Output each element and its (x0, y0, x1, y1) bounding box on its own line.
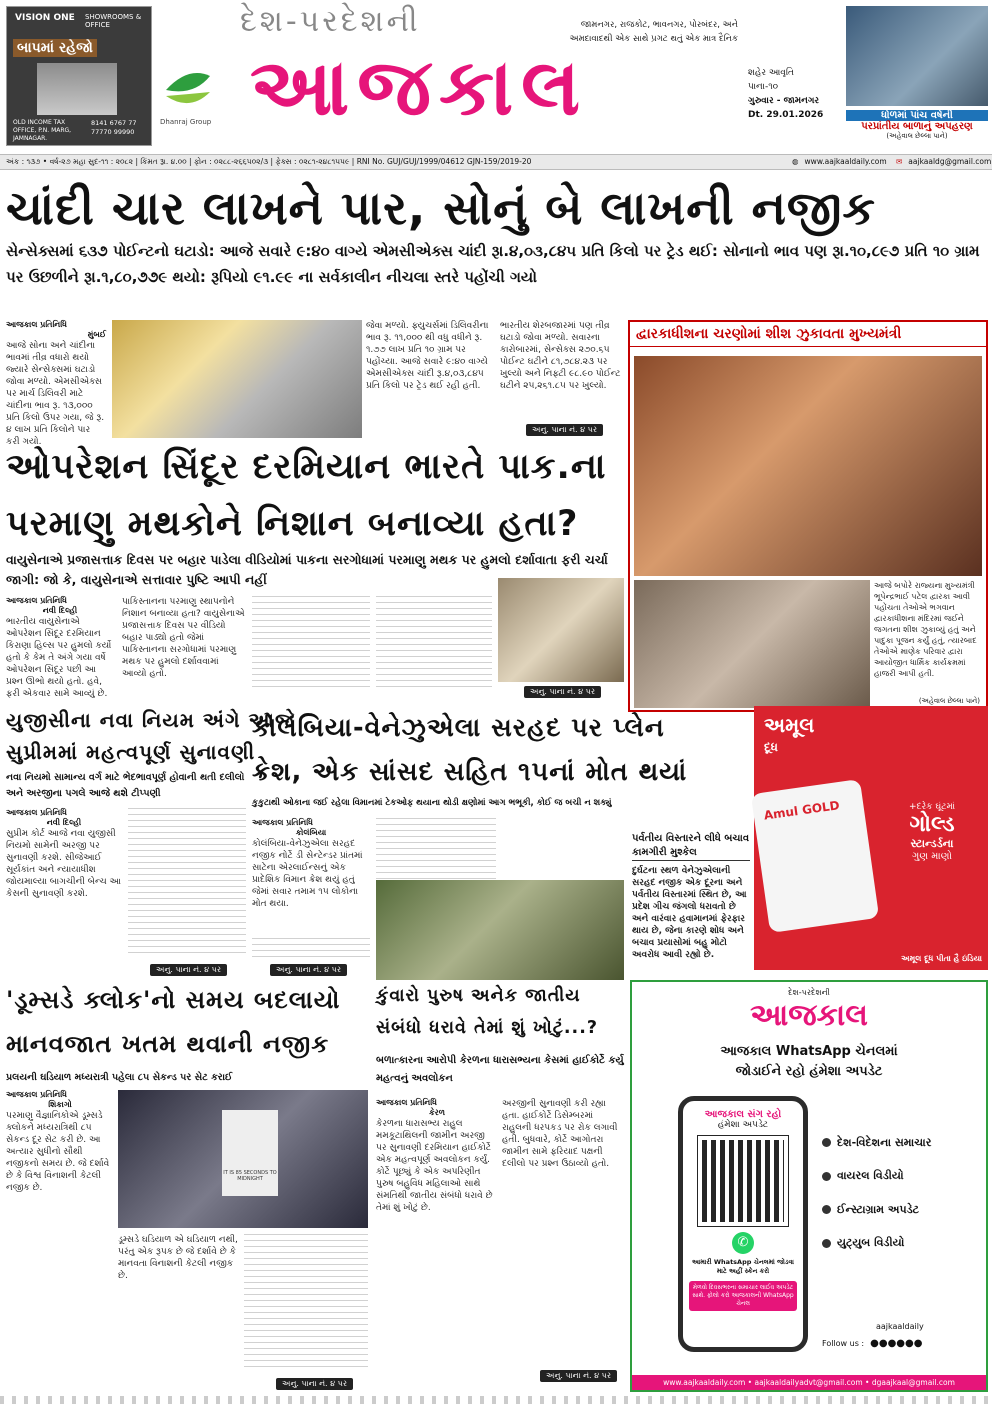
story3-col2 (128, 808, 246, 958)
lead-headline: ચાંદી ચાર લાખને પાર, સોનું બે લાખની નજીક (6, 181, 876, 235)
lead-col4: ભારતીય શેરબજારમાં પણ તીવ્ર ઘટાડો જોવા મળ્યો. સવારના કારોબારમાં, સેન્સેક્સ ૨૭૦.૬૫ પોઈન્ટ ઘટીને ૮૧,૭૮૪.૨૩ પર ખુલ્યો અને નિફ્ટી ૯૮.૯૦ પોઈન્ટ ઘટીને ૨૫,૨૬૧.૮૫ પર ખુલ્યો. (500, 321, 621, 391)
social-icons: ●●●●●● (870, 1338, 923, 1349)
masthead-issue: શહેર આવૃતિ પાના-૧૦ ગુરુવાર - જામનગર Dt. 29.01.2026 (748, 68, 824, 120)
info-bar (0, 154, 992, 170)
story4-continued[interactable]: અનુ. પાના નં. ૪ પર (270, 964, 347, 976)
masthead-editions: જામનગર, રાજકોટ, ભાવનગર, પોરબંદર, અને અમદાવાદથી એક સાથે પ્રગટ થતું એક માત્ર દૈનિક (569, 20, 738, 44)
qr-code[interactable] (698, 1136, 788, 1226)
lead-col3: જેવા મળ્યો. ફ્યુચર્સમાં ડિલિવરીના ભાવ રૂ. ૧૧,૦૦૦ થી વધુ વધીને રૂ. ૧.૭૭ લાખ પ્રતિ ૧૦ ગ્રામ પર પહોંચ્યા. આજે સવારે ૯:૪૦ વાગ્યે એમસીએક્સ ચાંદી રૂ.૪,૦૩,૮૪૫ પ્રતિ કિલો પર ટ્રેડ થઈ રહી હતી. (366, 321, 489, 391)
top-right-caption1: ધોળમાં પાંચ વર્ષની (846, 110, 988, 121)
bullet-icon (822, 1138, 831, 1147)
story4-col3 (252, 938, 370, 962)
website-link[interactable]: ◍ www.aajkaaldaily.com (792, 157, 887, 166)
cm-photo-main (634, 356, 982, 576)
cm-photo-small (634, 580, 870, 708)
leaf-icon (160, 66, 216, 114)
story2-col3 (252, 596, 370, 692)
story3-headline2: સુપ્રીમમાં મહત્વપૂર્ણ સુનાવણી (6, 740, 256, 764)
sponsor-logo (160, 66, 216, 126)
story3-headline1: યુજીસીના નવા નિયમ અંગે આજે (6, 708, 295, 732)
left-ad-phone: 8141 6767 77 77770 99990 (91, 119, 137, 136)
wa-line1: આજકાલ WhatsApp ચેનલમાં (720, 1044, 898, 1059)
story6-col1: આજકાલ પ્રતિનિધિ કેરળ કેરળના ધારાસભ્ય રાહુલ મમકૂટાથિલની જામીન અરજી પર સુનાવણી દરમિયાન હાઈકોર્ટે એક મહત્વપૂર્ણ અવલોકન કર્યું. કોર્ટે પૂછ્યું કે એક અપરિણીત પુરુષ બહુવિધ મહિલાઓ સાથે સંમતિથી જાતીય સંબંધો ધરાવે છે તેમાં શું ખોટું છે. (376, 1098, 493, 1213)
story4-side-body: દુર્ઘટના સ્થળ વેનેઝુએલાની સરહદ નજીક એક દૂરના અને પર્વતીય વિસ્તારમાં સ્થિત છે, આ પ્રદેશ ગીચ જંગલો ધરાવતો છે અને વારંવાર હવામાનમાં ફેરફાર થાય છે, જેના કારણે શોધ અને બચાવ પ્રયાસોમાં બહુ મોટો અવરોધ આવી રહ્યો છે. (632, 866, 747, 960)
story2-headline1: ઓપરેશન સિંદૂર દરમિયાન ભારતે પાક.ના (6, 447, 607, 487)
story4-deck: કુકુટાથી ઓકાના જઈ રહેલા વિમાનમાં ટેકઓફ થયાના થોડી ક્ષણોમાં આગ ભભૂકી, કોઈ જ બચી ન શક્યું (252, 798, 612, 808)
wa-item: યુટ્યુબ વિડીયો (822, 1236, 904, 1250)
story6-col2: અરજીની સુનાવણી કરી રહ્યા હતા. હાઈકોર્ટે ડિસેમ્બરમાં રાહુલની ધરપકડ પર રોક લગાવી હતી. બુધવારે, કોર્ટે આગોતરા જામીન સામે ફરિયાદ પક્ષની દલીલો પર પ્રશ્ન ઉઠાવ્યો હતો. (502, 1099, 618, 1169)
story5-deck: પ્રલયની ઘડિયાળ મધ્યરાત્રી પહેલા ૮૫ સેકન્ડ પર સેટ કરાઈ (6, 1072, 233, 1083)
left-ad-address: OLD INCOME TAX OFFICE, P.N. MARG, JAMNAGAR. (13, 119, 72, 142)
wa-handle: aajkaaldaily (876, 1322, 924, 1331)
registration-marks (0, 1396, 992, 1404)
wa-phone-button[interactable]: મેળવો દિવસભરના સમાચાર લાઈવ અપડેટ સાથે. ફોલો કરો આજકાલની WhatsApp ચેનલ (689, 1281, 797, 1311)
story3-continued[interactable]: અનુ. પાના નં. ૪ પર (150, 964, 227, 976)
mail-icon: ✉ (896, 157, 903, 166)
story5-col1: આજકાલ પ્રતિનિધિ શિકાગો પરમાણુ વૈજ્ઞાનિકોએ ડૂમ્સડે ક્લોકને મધ્યરાત્રિથી ૮૫ સેકન્ડ દૂર સેટ કરી છે. આ અત્યાર સુધીનો સૌથી નજીકનો સમય છે. જે દર્શાવે છે કે વિશ્વ વિનાશની કેટલી નજીક છે. (6, 1090, 110, 1193)
story6-headline2: સંબંધો ધરાવે તેમાં શું ખોટું...? (376, 1018, 598, 1038)
masthead-tagline: દેશ-પરદેશની (240, 4, 421, 39)
bullet-icon (822, 1172, 831, 1181)
lead-col1: આજકાલ પ્રતિનિધિ મુંબઈ આજે સોના અને ચાંદીના ભાવમાં તીવ્ર વધારો થયો જ્યારે સેન્સેક્સમાં ઘટાડો જોવા મળ્યો. એમસીએક્સ પર માર્ચ ડિલિવરી માટે ચાંદીના ભાવ રૂ. ૧૩,૦૦૦ પ્રતિ કિલો ઉપર ગયા, જે રૂ. ૪ લાખ પ્રતિ કિલોને પાર કરી ગયો. (6, 320, 106, 447)
wa-footer[interactable]: www.aajkaaldaily.com • aajkaaldailyadvt@gmail.com • dgaajkaal@gmail.com (632, 1375, 986, 1390)
story4-headline2: ક્રેશ, એક સાંસદ સહિત ૧૫નાં મોત થયાં (252, 757, 688, 787)
story2-continued[interactable]: અનુ. પાના નં. ૪ પર (524, 686, 601, 698)
story2-headline2: પરમાણુ મથકોને નિશાન બનાવ્યા હતા? (6, 504, 579, 544)
left-ad-headline: બાપમાં રહેજો (13, 39, 97, 57)
gold-bars-photo (112, 320, 362, 438)
story2-col2: પાકિસ્તાનના પરમાણુ સ્થાપનોને નિશાન બનાવ્યા હતા? વાયુસેનાએ પ્રજાસત્તાક દિવસ પર વીડિયો બહાર પાડ્યો હતો જેમાં પાકિસ્તાનના સરગોધામાં પરમાણુ મથક પર હુમલો દર્શાવવામાં આવ્યો હતો. (122, 597, 245, 679)
story4-side (632, 832, 750, 993)
story3-deck: નવા નિયમો સામાન્ય વર્ગ માટે ભેદભાવપૂર્ણ હોવાની થતી દલીલો અને અરજીના પગલે આજે થશે ટીપ્પણી (6, 772, 245, 799)
wa-tagline: દેશ-પરદેશની (788, 988, 830, 997)
left-ad[interactable] (6, 6, 152, 146)
story4-headline1: કોલંબિયા-વેનેઝુએલા સરહદ પર પ્લેન (252, 713, 665, 743)
lead-deck: સેન્સેક્સમાં ૬૩૭ પોઈન્ટનો ઘટાડો: આજે સવારે ૯:૪૦ વાગ્યે એમસીએક્સ ચાંદી રૂા.૪,૦૩,૮૪૫ પ્રતિ કિલો પર ટ્રેડ થઈ: સોનાનો ભાવ પણ રૂા.૧૦,૮૯૭ પ્રતિ ૧૦ ગ્રામ પર ઉછળીને રૂા.૧,૮૦,૭૭૯ થયો: રૂપિયો ૯૧.૯૯ ના સર્વકાલીન નીચલા સ્તરે પહોંચી ગયો (6, 242, 980, 286)
wa-item: ઈન્સ્ટાગ્રામ અપડેટ (822, 1203, 919, 1217)
story2-col1: આજકાલ પ્રતિનિધિ નવી દિલ્હી ભારતીય વાયુસેનાએ ઓપરેશન સિંદૂર દરમિયાન કિરાણા હિલ્સ પર હુમલો કર્યો હતો કે કેમ તે અંગે ગયા વર્ષે ઓપરેશન સિંદૂર પછી આ પ્રશ્ન ઊભો થયો હતો. હવે, ફરી એકવાર સામે આવ્યું છે. (6, 596, 112, 699)
cm-caption: આજે બપોરે રાજ્યના મુખ્યમંત્રી ભૂપેન્દ્રભાઈ પટેલ દ્વારકા આવી પહોંચતા તેઓએ ભગવાન દ્વારકાધીશના મંદિરમાં જઈને જગતના શીશ ઝુકાવ્યું હતું અને પાદુકા પૂજન કર્યું હતું, ત્યારબાદ તેઓએ માણેક પરિવાર દ્વારા આયોજીત ધાર્મિક કાર્યક્રમમાં હાજરી આપી હતી. (874, 581, 977, 678)
masthead-title: આજકાલ (250, 43, 589, 133)
story5-headline2: માનવજાત ખતમ થવાની નજીક (6, 1030, 330, 1058)
bullet-icon (822, 1239, 831, 1248)
story2-photo (498, 578, 624, 682)
story5-continued[interactable]: અનુ. પાના નં. ૪ પર (276, 1378, 353, 1390)
story6-continued[interactable]: અનુ. પાના નં. ૪ પર (540, 1370, 617, 1382)
doomsday-photo (118, 1090, 368, 1228)
wa-items (822, 1132, 986, 1252)
top-right-caption2: પરપ્રાંતીય બાળાનું અપહરણ (861, 121, 973, 132)
wa-line2: જોડાઈને રહો હંમેશા અપડેટ (735, 1064, 883, 1079)
left-ad-brand: VISION ONE (15, 13, 75, 23)
left-ad-line1: SHOWROOMS & OFFICE (85, 13, 142, 29)
amul-tagline: અમૂલ દૂધ પીતા હૈ ઇંડિયા (901, 954, 982, 963)
story4-col1: આજકાલ પ્રતિનિધિ કોલંબિયા કોલંબિયા-વેનેઝુએલા સરહદ નજીક નોર્ટે ડી સેન્ટેન્ડર પ્રાંતમાં સાટેના એરલાઈન્સનું એક પ્રાદેશિક વિમાન ક્રેશ થયું હતું જેમાં સવાર તમામ ૧૫ લોકોના મોત થયા. (252, 818, 363, 909)
story6-deck: બળાત્કારના આરોપી કેરળના ધારાસભ્યના કેસમાં હાઈકોર્ટે કર્યુ મહત્વનું અવલોકન (376, 1055, 624, 1084)
wa-phone: આજકાલ સંગ રહો હંમેશા અપડેટ ✆ આમારી WhatsApp ચેનલમાં જોડવા માટે અહીં સ્કેન કરો મેળવો દિવસભરના સમાચાર લાઈવ અપડેટ સાથે. ફોલો કરો આજકાલની WhatsApp ચેનલ (678, 1096, 808, 1352)
email-link[interactable]: ✉ aajkaaldg@gmail.com (896, 157, 992, 166)
amul-pack: Amul GOLD (751, 779, 879, 933)
plane-crash-photo (376, 880, 624, 980)
top-right-image (846, 6, 988, 106)
sponsor-name: Dhanraj Group (160, 118, 212, 126)
story6-headline1: કુંવારો પુરુષ અનેક જાતીય (376, 986, 581, 1006)
amul-brand: અમૂલ દૂધ (764, 713, 815, 754)
cm-box-title: દ્વારકાધીશના ચરણોમાં શીશ ઝુકાવતા મુખ્યમંત્રી (630, 322, 986, 347)
wa-follow[interactable]: Follow us : ●●●●●● (822, 1338, 923, 1349)
amul-copy: +દરેક ઘૂંટમાં ગોલ્ડ સ્ટાન્ડર્ડના ગુણ માણો (908, 802, 956, 862)
story5-col2: ડૂમ્સડે ઘડિયાળ એ ઘડિયાળ નથી, પરંતુ એક રૂપક છે જે દર્શાવે છે કે માનવતા વિનાશની કેટલી નજીક છે. (118, 1235, 238, 1281)
globe-icon: ◍ (792, 157, 799, 166)
amul-ad[interactable] (754, 706, 988, 970)
wa-title: આજકાલ (750, 998, 868, 1033)
lead-continued[interactable]: અનુ. પાના નં. ૪ પર (526, 424, 603, 436)
story5-col3 (244, 1234, 368, 1372)
story5-headline1: 'ડૂમ્સડે ક્લોક'નો સમય બદલાયો (6, 986, 341, 1014)
whatsapp-ad[interactable] (630, 980, 988, 1392)
cm-box (628, 320, 988, 712)
wa-item: વાયરલ વિડીયો (822, 1169, 904, 1183)
top-right-photo[interactable] (846, 6, 988, 146)
top-right-caption3: (અહેવાલ છેલ્લા પાને) (886, 132, 948, 140)
info-bar-text: અંક : ૧૩૭ • વર્ષ-૨૭ મહા સુદ-૧૧ : ૨૦૮૨ | કિંમત રૂા. ૪.૦૦ | ફોન : ૦૨૮૮-૨૬૬૫૦૨/૩ | ફેક્સ : ૦૨૮૧-૨૪૮૧૫૫૯ | RNI No. GUJ/GUJ/1999/04612 GJN-159/2019-20 (6, 157, 532, 166)
cm-credit: (અહેવાલ છેલ્લા પાને) (918, 697, 980, 705)
story4-side-title: પર્વતીય વિસ્તારને લીધે બચાવ કામગીરી મુશ્કેલ (632, 832, 750, 861)
wa-item: દેશ-વિદેશના સમાચાર (822, 1136, 931, 1150)
story2-col4 (376, 596, 492, 692)
whatsapp-icon: ✆ (732, 1232, 754, 1254)
story2-deck: વાયુસેનાએ પ્રજાસત્તાક દિવસ પર બહાર પાડેલા વીડિયોમાં પાકના સરગોધામાં પરમાણુ મથક પર હુમલો દર્શાવાતા ફરી ચર્ચા જાગી: જો કે, વાયુસેનાએ સત્તાવાર પુષ્ટિ આપી નહીં (6, 552, 608, 587)
story3-col1: આજકાલ પ્રતિનિધિ નવી દિલ્હી સુપ્રીમ કોર્ટ આજે નવા યુજીસી નિયમો સામેની અરજી પર સુનાવણી કરશે. સીજેઆઈ સૂર્યકાંત અને ન્યાયાધીશ જોયમાલ્યા બાગચીની બેન્ચ આ કેસની સુનાવણી કરશે. (6, 808, 121, 899)
bullet-icon (822, 1205, 831, 1214)
left-ad-building (37, 63, 117, 115)
doomsday-clock: IT IS 85 SECONDS TO MIDNIGHT (222, 1110, 278, 1196)
